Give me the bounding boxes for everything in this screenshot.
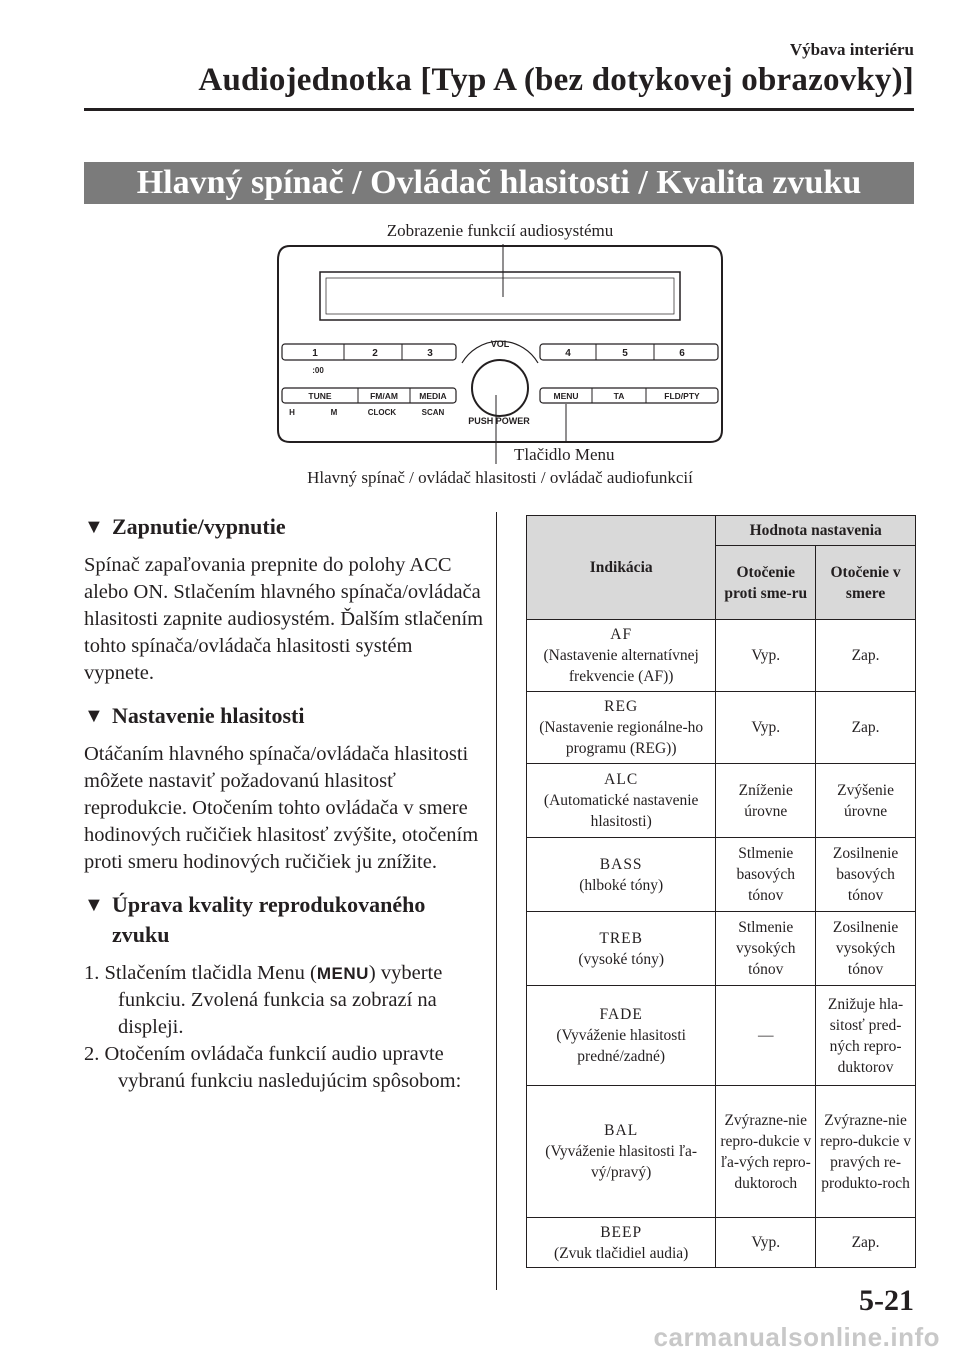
table-row: REG (Nastavenie regionálne-ho programu (REG)) Vyp. Zap. <box>527 692 916 764</box>
svg-text:1: 1 <box>312 348 318 359</box>
th-cw: Otočenie v smere <box>816 546 916 620</box>
column-divider <box>496 512 497 1290</box>
svg-text:MEDIA: MEDIA <box>419 391 447 401</box>
paragraph-volume: Otáčaním hlavného spínača/ovládača hlasitosti môžete nastaviť požadovanú hlasitosť reprodukcie. Otočením tohto ovládača v smere hodinových ručičiek hlasitosť zvýšite, otočením proti smeru hodinových ručičiek ju znížite. <box>84 743 479 873</box>
svg-text:3: 3 <box>427 348 433 359</box>
table-row: BASS (hlboké tóny) Stlmenie basových tónov Zosilnenie basových tónov <box>527 838 916 912</box>
audio-unit-figure <box>250 220 750 490</box>
table-row: AF (Nastavenie alternatívnej frekvencie (AF)) Vyp. Zap. <box>527 620 916 692</box>
svg-text:6: 6 <box>679 348 685 359</box>
svg-text:SCAN: SCAN <box>421 408 445 417</box>
page-header-title: Audiojednotka [Typ A (bez dotykovej obrazovky)] <box>198 62 914 98</box>
paragraph-power: Spínač zapaľovania prepnite do polohy ACC alebo ON. Stlačením hlavného spínača/ovládača hlasitosti zapnite audiosystém. Ďalším stlačením tohto spínača/ovládača hlasitosti systém vypnete. <box>84 554 484 684</box>
svg-text:H: H <box>289 408 295 417</box>
table-row: FADE (Vyváženie hlasitosti predné/zadné) — Znižuje hla-sitosť pred-ných repro-duktorov <box>527 986 916 1086</box>
svg-text:PUSH POWER: PUSH POWER <box>468 416 530 426</box>
table-row: ALC (Automatické nastavenie hlasitosti) Zníženie úrovne Zvýšenie úrovne <box>527 764 916 838</box>
table-row: BEEP (Zvuk tlačidiel audia) Vyp. Zap. <box>527 1218 916 1268</box>
svg-text:CLOCK: CLOCK <box>367 408 397 417</box>
watermark: carmanualsonline.info <box>653 1322 940 1352</box>
th-indication: Indikácia <box>527 516 716 620</box>
svg-text:MENU: MENU <box>553 391 579 401</box>
svg-text:TA: TA <box>613 391 625 401</box>
heading-power: ▼ Zapnutie/vypnutie <box>84 512 484 542</box>
header-rule <box>84 108 914 111</box>
svg-text:FLD/PTY: FLD/PTY <box>664 391 700 401</box>
th-ccw: Otočenie proti sme-ru <box>716 546 816 620</box>
heading-volume: ▼ Nastavenie hlasitosti <box>84 701 484 731</box>
menu-button-glyph: MENU <box>316 964 369 983</box>
label-display: Zobrazenie funkcií audiosystému <box>386 221 614 240</box>
label-main-switch: Hlavný spínač / ovládač hlasitosti / ovládač audiofunkcií <box>307 468 693 487</box>
label-menu-button: Tlačidlo Menu <box>514 445 615 464</box>
table-row: BAL (Vyváženie hlasitosti ľa-vý/pravý) Zvýrazne-nie repro-dukcie v ľa-vých repro-duktoroch Zvýrazne-nie repro-dukcie v pravých re-produkto-roch <box>527 1086 916 1218</box>
heading-sound-quality: ▼ Úprava kvality reprodukovaného zvuku <box>84 890 484 950</box>
svg-text:5: 5 <box>622 348 628 359</box>
step-2: 2. Otočením ovládača funkcií audio upravte vybranú funkciu nasledujúcim spôsobom: <box>84 1043 462 1092</box>
step-1: 1. Stlačením tlačidla Menu (MENU) vyberte funkciu. Zvolená funkcia sa zobrazí na displeji. <box>84 962 443 1038</box>
svg-text:2: 2 <box>372 348 378 359</box>
svg-text:FM/AM: FM/AM <box>370 391 398 401</box>
page-number: 5-21 <box>859 1284 914 1317</box>
chapter-title: Výbava interiéru <box>789 40 914 59</box>
svg-text:VOL: VOL <box>490 339 510 349</box>
svg-text:4: 4 <box>565 348 571 359</box>
settings-table <box>526 515 916 1268</box>
table-row: TREB (vysoké tóny) Stlmenie vysokých tónov Zosilnenie vysokých tónov <box>527 912 916 986</box>
svg-text:TUNE: TUNE <box>308 391 332 401</box>
svg-text::00: :00 <box>312 366 324 375</box>
audio-unit-illustration <box>250 220 750 490</box>
th-value: Hodnota nastavenia <box>716 516 916 546</box>
section-title: Hlavný spínač / Ovládač hlasitosti / Kvalita zvuku <box>84 162 914 204</box>
svg-text:M: M <box>330 408 338 417</box>
left-column <box>84 512 484 1095</box>
